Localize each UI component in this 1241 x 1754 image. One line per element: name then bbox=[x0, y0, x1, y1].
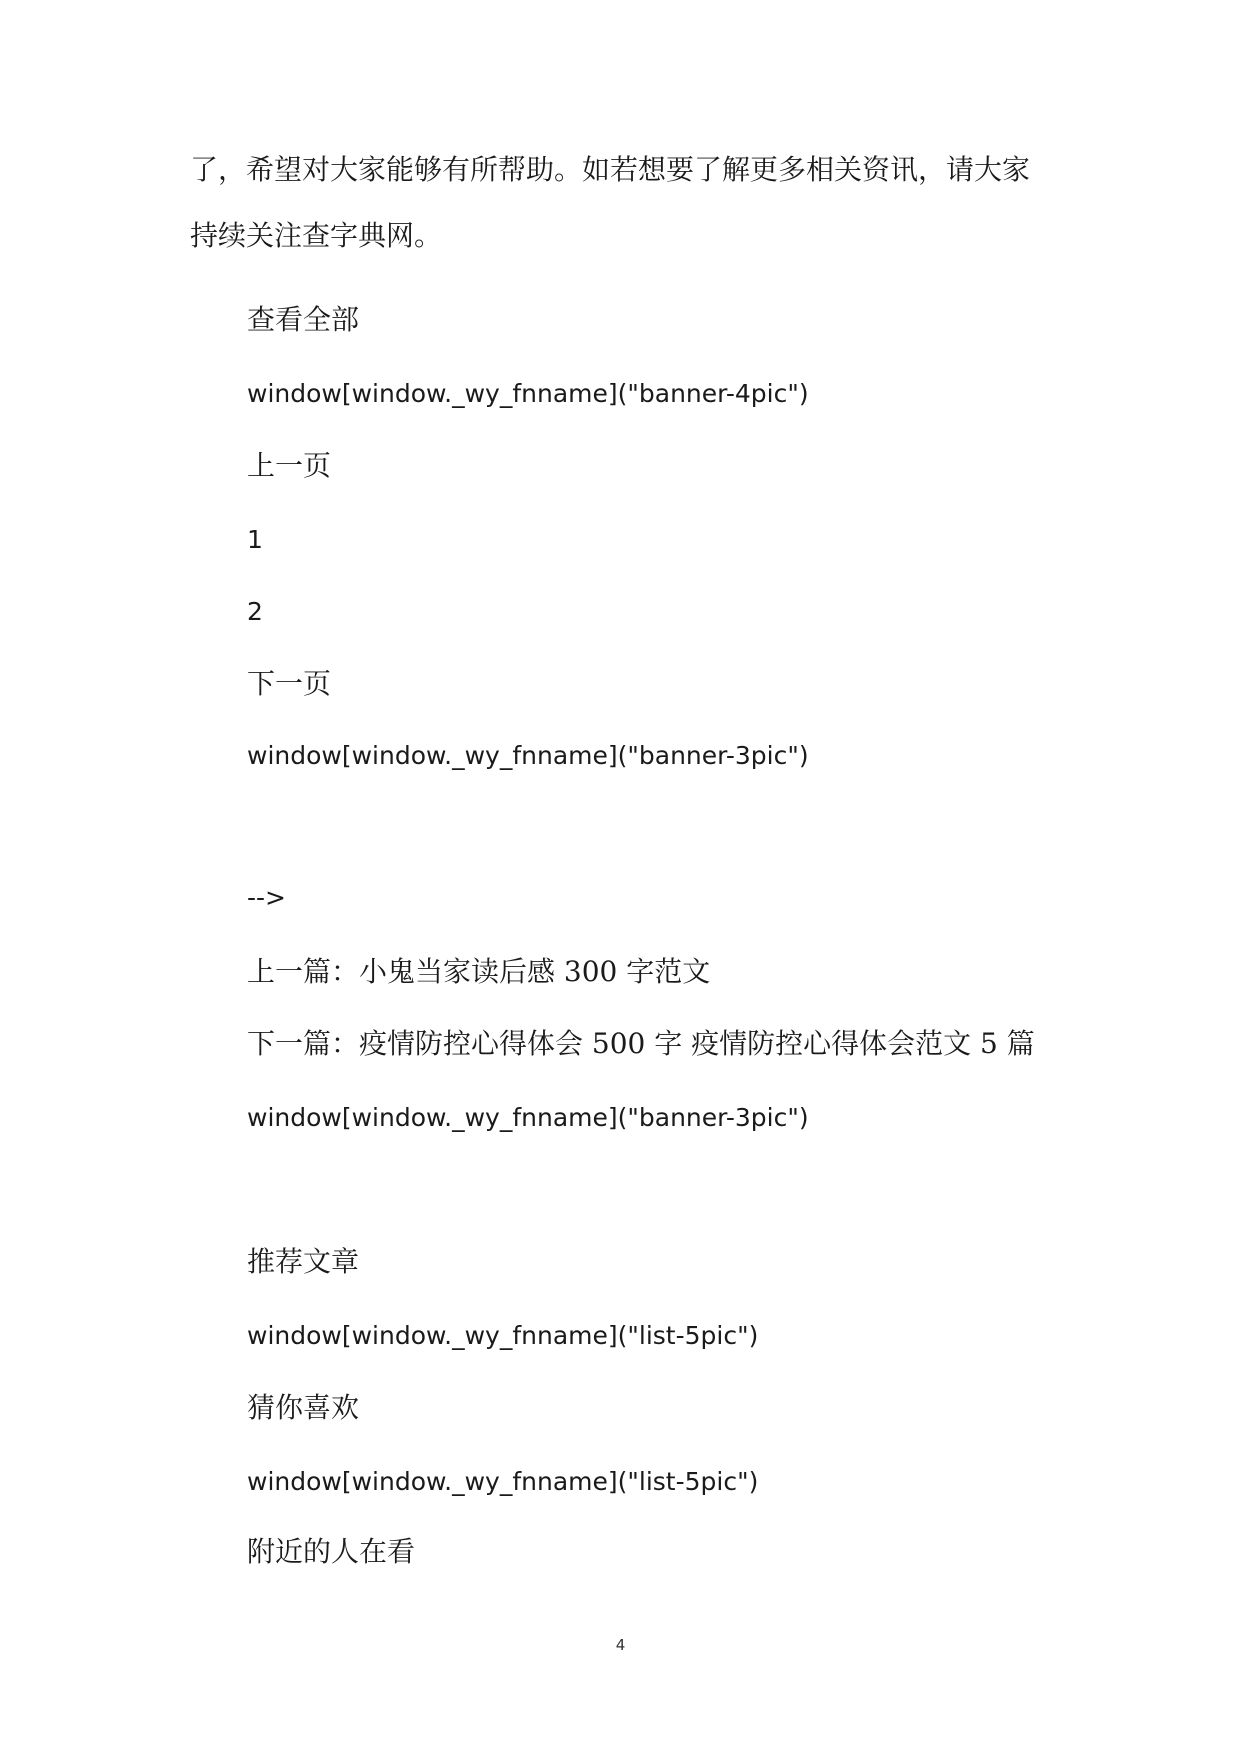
comment-end-marker: --> bbox=[247, 883, 286, 912]
view-all-link[interactable]: 查看全部 bbox=[247, 303, 360, 336]
paragraph-line-1: 了，希望对大家能够有所帮助。如若想要了解更多相关资讯，请大家 bbox=[190, 153, 1031, 186]
guess-you-like-heading: 猜你喜欢 bbox=[247, 1391, 360, 1424]
nearby-viewing-heading: 附近的人在看 bbox=[247, 1535, 416, 1568]
page-2-link[interactable]: 2 bbox=[247, 597, 263, 626]
page-number: 4 bbox=[615, 1636, 626, 1654]
next-page-link[interactable]: 下一页 bbox=[247, 667, 332, 700]
banner-3pic-script-text-2: window[window._wy_fnname]("banner-3pic") bbox=[247, 1103, 809, 1132]
prev-article-link[interactable]: 上一篇：小鬼当家读后感 300 字范文 bbox=[247, 955, 711, 988]
recommended-articles-heading: 推荐文章 bbox=[247, 1245, 360, 1278]
list-5pic-script-text-2: window[window._wy_fnname]("list-5pic") bbox=[247, 1467, 759, 1496]
page-1-link[interactable]: 1 bbox=[247, 525, 263, 554]
next-article-link[interactable]: 下一篇：疫情防控心得体会 500 字 疫情防控心得体会范文 5 篇 bbox=[247, 1027, 1035, 1060]
prev-page-link[interactable]: 上一页 bbox=[247, 449, 332, 482]
list-5pic-script-text: window[window._wy_fnname]("list-5pic") bbox=[247, 1321, 759, 1350]
banner-4pic-script-text: window[window._wy_fnname]("banner-4pic") bbox=[247, 379, 809, 408]
paragraph-line-2: 持续关注查字典网。 bbox=[190, 219, 443, 252]
banner-3pic-script-text: window[window._wy_fnname]("banner-3pic") bbox=[247, 741, 809, 770]
